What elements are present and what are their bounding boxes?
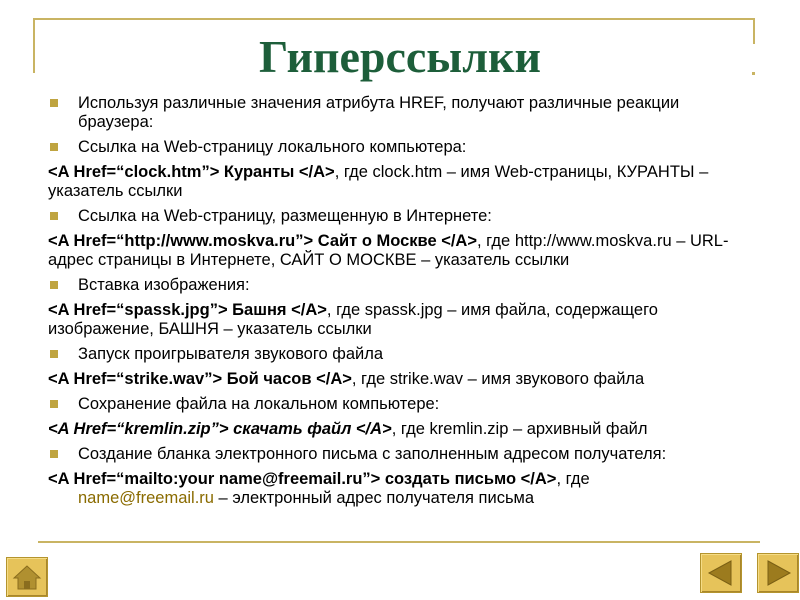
email-link[interactable]: name@freemail.ru bbox=[78, 489, 214, 507]
code-description: – электронный адрес получателя письма bbox=[213, 489, 535, 507]
page-title: Гиперссылки bbox=[258, 31, 542, 82]
triangle-left-icon bbox=[701, 554, 741, 592]
list-item bbox=[48, 207, 758, 226]
list-item bbox=[48, 94, 758, 132]
code-description: , где bbox=[556, 470, 590, 488]
item-text: Сохранение файла на локальном компьютере: bbox=[78, 395, 440, 413]
code-description: , где strike.wav – имя звукового файла bbox=[351, 370, 645, 388]
bullet-icon bbox=[50, 212, 58, 220]
triangle-right-icon bbox=[758, 554, 798, 592]
next-slide-button[interactable] bbox=[757, 553, 799, 593]
bullet-icon bbox=[50, 281, 58, 289]
code-example bbox=[48, 163, 758, 201]
code-description: , где spassk.jpg – имя файла, содержащего изображение, БАШНЯ – указатель ссылки bbox=[48, 301, 658, 338]
list-item bbox=[48, 345, 758, 364]
frame-bottom-line bbox=[38, 541, 760, 543]
item-text: Ссылка на Web-страницу локального компьютера: bbox=[78, 138, 467, 156]
previous-slide-button[interactable] bbox=[700, 553, 742, 593]
home-button[interactable] bbox=[6, 557, 48, 597]
code-text: <A Href=“strike.wav”> Бой часов </A> bbox=[48, 370, 352, 388]
list-item bbox=[48, 445, 758, 464]
bullet-icon bbox=[50, 350, 58, 358]
item-text: Ссылка на Web-страницу, размещенную в Интернете: bbox=[78, 207, 492, 225]
item-text: Вставка изображения: bbox=[78, 276, 250, 294]
content-list bbox=[48, 94, 758, 514]
frame-top-line bbox=[33, 18, 755, 20]
list-item bbox=[48, 276, 758, 295]
item-text: Используя различные значения атрибута HREF, получают различные реакции браузера: bbox=[78, 94, 680, 131]
code-text: <A Href=“kremlin.zip”> скачать файл </A> bbox=[48, 420, 392, 438]
code-description: , где http://www.moskva.ru – URL-адрес страницы в Интернете, САЙТ О МОСКВЕ – указатель ссылки bbox=[48, 232, 729, 269]
code-text: <A Href=“clock.htm”> Куранты </A> bbox=[48, 163, 335, 181]
code-text: <A Href=“spassk.jpg”> Башня </A> bbox=[48, 301, 327, 319]
bullet-icon bbox=[50, 99, 58, 107]
code-example bbox=[48, 232, 758, 270]
home-icon bbox=[7, 558, 47, 596]
bullet-icon bbox=[50, 400, 58, 408]
code-example bbox=[48, 370, 758, 389]
code-description: , где kremlin.zip – архивный файл bbox=[391, 420, 648, 438]
code-text: <A Href=“mailto:your name@freemail.ru”> создать письмо </A> bbox=[48, 470, 557, 488]
bullet-icon bbox=[50, 143, 58, 151]
bullet-icon bbox=[50, 450, 58, 458]
code-text: <A Href=“http://www.moskva.ru”> Сайт о Москве </A> bbox=[48, 232, 477, 250]
code-example bbox=[48, 420, 758, 439]
code-description: , где clock.htm – имя Web-страницы, КУРАНТЫ – указатель ссылки bbox=[48, 163, 709, 200]
item-text: Создание бланка электронного письма с заполненным адресом получателя: bbox=[78, 445, 667, 463]
code-example bbox=[48, 301, 758, 339]
code-example bbox=[48, 470, 758, 508]
list-item bbox=[48, 395, 758, 414]
item-text: Запуск проигрывателя звукового файла bbox=[78, 345, 384, 363]
list-item bbox=[48, 138, 758, 157]
